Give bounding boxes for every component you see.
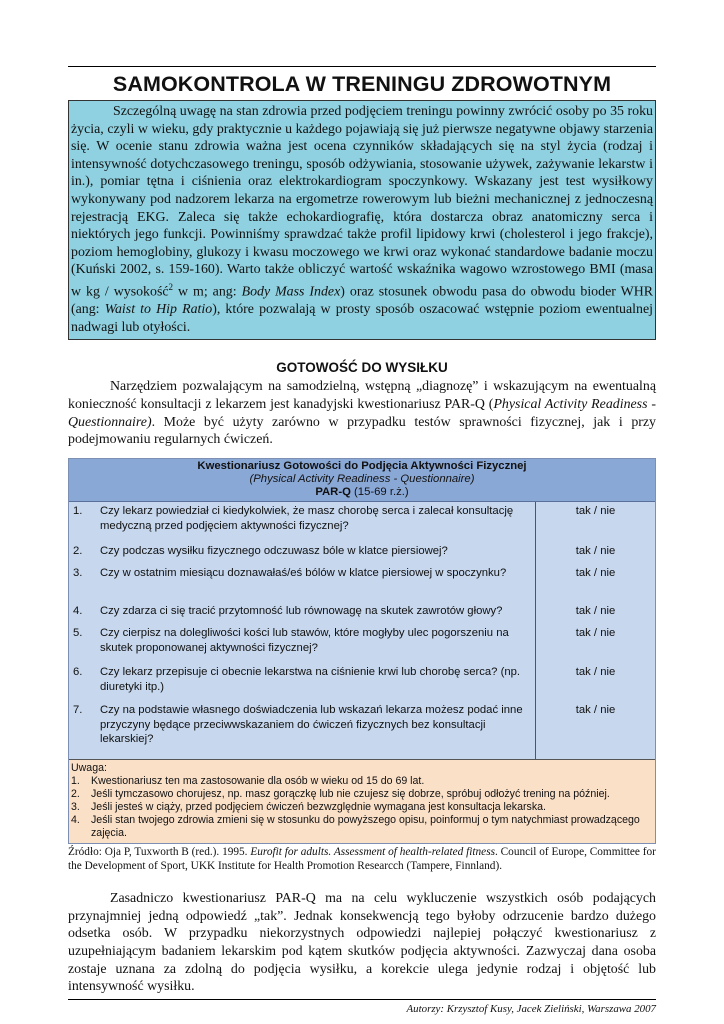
questionnaire-title: Kwestionariusz Gotowości do Podjęcia Aktywności Fizycznej bbox=[197, 459, 527, 472]
footer-rule bbox=[68, 999, 656, 1000]
intro-text-f: ), które pozwalają w prosty sposób oszacować wstępnie poziom ewentualnej nadwagi lub otyłości. bbox=[71, 302, 654, 335]
questionnaire-code-line bbox=[69, 486, 655, 499]
intro-bmi-term: Body Mass Index bbox=[241, 284, 341, 300]
answer-option[interactable]: tak / nie bbox=[575, 605, 616, 618]
questionnaire-header bbox=[69, 459, 655, 503]
question-number: 3. bbox=[73, 567, 83, 580]
section-paragraph bbox=[68, 378, 656, 448]
top-rule bbox=[68, 66, 656, 67]
note-item bbox=[71, 788, 655, 801]
intro-box bbox=[68, 100, 656, 340]
note-item bbox=[71, 801, 655, 814]
question-row bbox=[69, 542, 535, 564]
question-text: Czy lekarz przepisuje ci obecnie lekarstwa na ciśnienie krwi lub chorobę serca? (np. diuretyki itp.) bbox=[100, 666, 521, 693]
note-number: 3. bbox=[71, 801, 80, 814]
answer-option[interactable]: tak / nie bbox=[575, 505, 616, 518]
question-text: Czy lekarz powiedział ci kiedykolwiek, że masz chorobę serca i zalecał konsultację medyczną przed podjęciem aktywności fizycznej? bbox=[100, 505, 514, 532]
note-number: 4. bbox=[71, 813, 80, 826]
question-text: Czy w ostatnim miesiącu doznawałaś/eś bólów w klatce piersiowej w spoczynku? bbox=[100, 567, 507, 580]
note-text: Jeśli stan twojego zdrowia zmieni się w stosunku do powyższego opisu, poinformuj o tym natychmiast prowadzącego zajęcia. bbox=[91, 813, 640, 839]
question-number: 2. bbox=[73, 545, 83, 558]
answer-option[interactable]: tak / nie bbox=[575, 627, 616, 640]
section-text-a: Narzędziem pozwalającym na samodzielną, wstępną „diagnozę” i wskazującym na ewentualną konieczność konsultacji z lekarzem jest kanadyjski kwestionariusz PAR-Q ( bbox=[68, 379, 656, 412]
note-text: Jeśli jesteś w ciąży, przed podjęciem ćwiczeń bezwzględnie wymagana jest konsultacja lekarska. bbox=[91, 801, 546, 814]
question-row bbox=[69, 701, 535, 753]
question-row bbox=[69, 602, 535, 624]
question-text: Czy zdarza ci się tracić przytomność lub równowagę na skutek zawrotów głowy? bbox=[100, 605, 503, 618]
note-text: Kwestionariusz ten ma zastosowanie dla osób w wieku od 15 do 69 lat. bbox=[91, 775, 425, 788]
questionnaire-body bbox=[69, 502, 655, 760]
answer-option[interactable]: tak / nie bbox=[575, 666, 616, 679]
intro-paragraph bbox=[71, 103, 653, 336]
document-page bbox=[68, 66, 656, 1015]
questions-column bbox=[69, 502, 536, 759]
note-item bbox=[71, 775, 655, 788]
question-number: 7. bbox=[73, 704, 83, 717]
notes-box bbox=[69, 760, 655, 842]
question-number: 5. bbox=[73, 627, 83, 640]
section-text-c: . Może być użyty zarówno w przypadku testów sprawności fizycznej, jak i przy podejmowaniu regularnych ćwiczeń. bbox=[68, 414, 656, 448]
question-number: 1. bbox=[73, 505, 83, 518]
section-title: GOTOWOŚĆ DO WYSIŁKU bbox=[276, 360, 448, 376]
note-text: Jeśli tymczasowo chorujesz, np. masz gorączkę lub nie czujesz się dobrze, spróbuj odłożyć trening na później. bbox=[91, 788, 610, 801]
intro-text-b: w m; ang: bbox=[173, 284, 242, 300]
note-number: 1. bbox=[71, 775, 80, 788]
questionnaire-subtitle: (Physical Activity Readiness - Questionnaire) bbox=[249, 472, 475, 485]
notes-title: Uwaga: bbox=[71, 762, 107, 775]
question-number: 4. bbox=[73, 605, 83, 618]
note-item bbox=[71, 814, 655, 840]
intro-sup: 2 bbox=[168, 281, 174, 292]
question-number: 6. bbox=[73, 666, 83, 679]
questionnaire-code: PAR-Q bbox=[315, 486, 351, 499]
question-row bbox=[69, 564, 535, 602]
answer-option[interactable]: tak / nie bbox=[575, 567, 616, 580]
authors-line: Autorzy: Krzysztof Kusy, Jacek Zieliński, Warszawa 2007 bbox=[406, 1002, 656, 1015]
page-title: SAMOKONTROLA W TRENINGU ZDROWOTNYM bbox=[112, 72, 612, 96]
question-text: Czy cierpisz na dolegliwości kości lub stawów, które mogłyby ulec pogorszeniu na skutek proponowanej aktywności fizycznej? bbox=[100, 627, 509, 654]
intro-text-d: ) oraz stosunek obwodu pasa do obwodu bioder WHR (ang: bbox=[71, 284, 653, 318]
note-number: 2. bbox=[71, 788, 80, 801]
section-text-b: Physical Activity Readiness - Questionnaire) bbox=[68, 396, 656, 430]
answers-column bbox=[536, 502, 655, 759]
intro-text: Szczególną uwagę na stan zdrowia przed podjęciem treningu powinny zwrócić osoby po 35 roku życia, czyli w wieku, gdy praktycznie u każdego pojawiają się już pierwsze negatywne objawy starzenia się. W ocenie stanu zdrowia ważna jest ocena czynników składających się na styl życia (rodzaj i intensywność dotychczasowego treningu, sposób odżywiania, stosowanie używek, zażywanie lekarstw i in.), pomiar tętna i ciśnienia oraz elektrokardiogram spoczynkowy. Wskazany jest test wysiłkowy wykonywany pod nadzorem lekarza na ergometrze rowerowym lub bieżni mechanicznej z jednoczesną rejestracją EKG. Zaleca się także echokardiografię, która dostarcza obraz anatomiczny serca i niektórych jego funkcji. Powinniśmy sprawdzać także profil lipidowy krwi (cholesterol i jego frakcje), poziom hemoglobiny, glukozy i kwasu moczowego we krwi oraz wykonać standardowe badanie moczu (Kuński 2002, s. 159-160). Warto także obliczyć wartość wskaźnika wagowo wzrostowego BMI (masa w kg / wysokość bbox=[71, 104, 653, 300]
source-text-b: Eurofit for adults. Assessment of health-related fitness bbox=[250, 845, 495, 858]
source-citation bbox=[68, 845, 656, 873]
question-text: Czy na podstawie własnego doświadczenia lub wskazań lekarza możesz podać inne przyczyny będące przeciwwskazaniem do ćwiczeń fizycznych bez konsultacji lekarskiej? bbox=[100, 704, 523, 745]
answer-option[interactable]: tak / nie bbox=[575, 545, 616, 558]
source-text-a: Źródło: Oja P, Tuxworth B (red.). 1995. bbox=[68, 845, 251, 858]
questionnaire-age-range: (15-69 r.ż.) bbox=[350, 486, 409, 499]
parq-questionnaire bbox=[68, 458, 656, 844]
question-row bbox=[69, 502, 535, 542]
question-row bbox=[69, 624, 535, 663]
intro-whr-term: Waist to Hip Ratio bbox=[104, 302, 213, 318]
answer-option[interactable]: tak / nie bbox=[575, 704, 616, 717]
closing-paragraph: Zasadniczo kwestionariusz PAR-Q ma na celu wykluczenie wszystkich osób podających przynajmniej jedną odpowiedź „tak”. Jednak konsekwencją tego byłoby odrzucenie bardzo dużego odsetka osób. W przypadku niekorzystnych odpowiedzi najlepiej połączyć kwestionariusz z uzupełniającym badaniem lekarskim pod kątem skutków podjęcia aktywności. Zazwyczaj dana osoba zostaje uznana za zdolną do podjęcia wysiłku, a korekcie ulega jedynie rodzaj i objętość lub intensywność wysiłku. bbox=[68, 891, 656, 995]
source-text-c: . Council of Europe, Committee for the Development of Sport, UKK Institute for Health Promotion Researcch (Tampere, Finnland). bbox=[68, 845, 656, 872]
question-text: Czy podczas wysiłku fizycznego odczuwasz bóle w klatce piersiowej? bbox=[100, 545, 448, 558]
question-row bbox=[69, 663, 535, 701]
